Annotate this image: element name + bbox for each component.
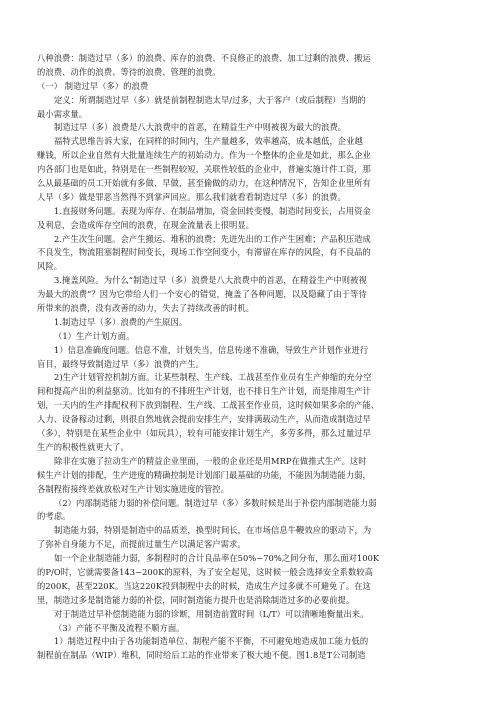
text-line: 1.直接财务问题。表现为库存、在制品增加，资金回转变慢，制造时间变长，占用资金 (54, 205, 371, 216)
text-line: 制造过早（多）浪费是八大浪费中的首恶，在精益生产中则被视为最大的浪费。 (54, 122, 347, 133)
text-line: 2.产生次生问题。会产生搬运、堆积的浪费；先进先出的工作产生困难；产品积压造成 (54, 233, 371, 244)
text-line: 定义：所谓制造过早（多）就是前制程制造太早/过多，大于客户（或后制程）当期的 (54, 94, 366, 105)
text-line: （1）生产计划方面。 (54, 330, 135, 341)
text-line: 生产的积极性就更大了。 (37, 441, 129, 452)
text-line: 2)生产计划管控机制方面。让某些制程、生产线、工战甚至作业员有生产伸缩的充分空 (54, 372, 372, 383)
text-line: 候生产计划的排配，生产进度的精确控制是计划部门最基础的功能，不能因为制造能力弱， (37, 469, 371, 480)
text-line: 赚钱，所以企业自然有大批量连续生产的初始动力。作为一个整体的企业是如此，那么企业 (37, 150, 371, 161)
text-line: 制造能力弱，特别是制造中的品质差，换型时间长，在市场信息牛鞭效应的驱动下，为 (54, 525, 372, 536)
text-line: 所带来的浪费，没有改善的动力，失去了持续改善的时机。 (37, 303, 255, 314)
text-line: 1）制造过程中由于各功能制造单位、制程产能不平衡，不可避免地造成加工能力低的 (54, 636, 369, 647)
text-line: 内各部门也是如此，特别是在一些制程较短，关联性较低的企业中，普遍实施计件工资，那 (37, 164, 371, 175)
text-line: 不良发生，物流阻塞制程时间变长，现场工作空间变小，有滞留在库存的风险，有不良品的 (37, 247, 371, 258)
text-line: 最小需求量。 (37, 108, 88, 119)
text-line: 制程前在制品（WIP）堆积，同时给后工站的作业带来了极大地不便。图1.8是T公司制造 (37, 650, 366, 661)
text-line: 的浪费、动作的浪费、等待的浪费、管理的浪费。 (37, 66, 221, 77)
text-line: 里，制造过多是制造能力弱的补偿，同时制造能力提升也是消除制造过多的必要前提。 (37, 594, 355, 605)
text-line: （多），特别是在某些企业中（如玩具），较有可能安排计划生产，多劳多得，那么过量过早 (37, 428, 371, 439)
text-line: 人力、设备稼动过剩，则很自然地就会提前安排生产，安排满载动生产，从而造成制造过早 (37, 414, 371, 425)
text-line: 么从最基础的员工开始就有多做、早做，甚至偷做的动力，在这种情况下，告知企业里所有 (37, 178, 371, 189)
text-line: 为最大的浪费”？因为它带给人们一个安心的错觉，掩盖了各种问题，以及隐藏了由于等待 (37, 289, 367, 300)
text-line: 风险。 (37, 261, 63, 272)
text-line: 如一个企业制造能力弱，多制程时的合计良品率在50%~70%之间分布，那么面对100K (54, 553, 380, 564)
text-line: 间和提高产出的利益驱动。比如有的不排班生产计划，也不排日生产计划，而是排周生产计 (37, 386, 371, 397)
text-line: 对于制造过早补偿制造能力弱的诊断，用制造前置时间（L/T）可以清晰地衡量出来。 (54, 608, 369, 619)
text-line: 八种浪费：制造过早（多）的浪费、库存的浪费、不良修正的浪费、加工过剩的浪费、搬运 (37, 53, 371, 63)
text-line: 福特式思维告诉大家，在同样的时间内，生产量越多，效率越高，成本越低，企业越 (54, 136, 363, 147)
text-line: 的考虑。 (37, 511, 71, 522)
text-line: 人早（多）做是罪恶当然得不到掌声回应。那么我们就看看制造过早（多）的浪费。 (37, 191, 346, 202)
text-line: 盲目，最终导致制造过早（多）浪费的产生。 (37, 358, 204, 369)
text-line: 各制程衔接终差就放松对生产计划实施进度的管控。 (37, 483, 229, 494)
text-line: 1.制造过早（多）浪费的产生原因。 (54, 316, 188, 327)
text-line: 划，一天内的生产排配权利下放到制程、生产线、工战甚至作业员，这时候如果多余的产能、 (37, 400, 380, 411)
text-line: 了弥补自身能力不足，而提前过量生产以满足客户需求。 (37, 539, 246, 550)
text-line: 3.掩盖风险。为什么“制造过早（多）浪费是八大浪费中的首恶，在精益生产中则被视 (54, 275, 367, 286)
text-line: 及利息，会造成库存空间的浪费，在现金流量表上很明显。 (37, 219, 255, 230)
text-line: 的P/O时，它就需要备143~200K的原料，为了安全起见，这时候一般会选择安全系数较高 (37, 566, 374, 577)
text-line: （一） 制造过早（多）的浪费 (37, 80, 149, 91)
text-line: 的200K，甚至220K。当这220K投到制程中去的时候，造成生产过多就不可避免了。在这 (37, 580, 371, 591)
text-line: 除非在实施了拉动生产的精益企业里面，一般的企业还是用MRP在做推式生产。这时 (54, 455, 367, 466)
text-line: （3）产能不平衡及流程不顺方面。 (54, 622, 185, 633)
text-line: （2）内部制造能力弱的补偿问题。制造过早（多）多数时候是出于补偿内部制造能力弱 (54, 497, 377, 508)
text-line: 1）信息准确度问题。信息不准，计划失当，信息传递不准确，导致生产计划作业进行 (54, 344, 369, 355)
